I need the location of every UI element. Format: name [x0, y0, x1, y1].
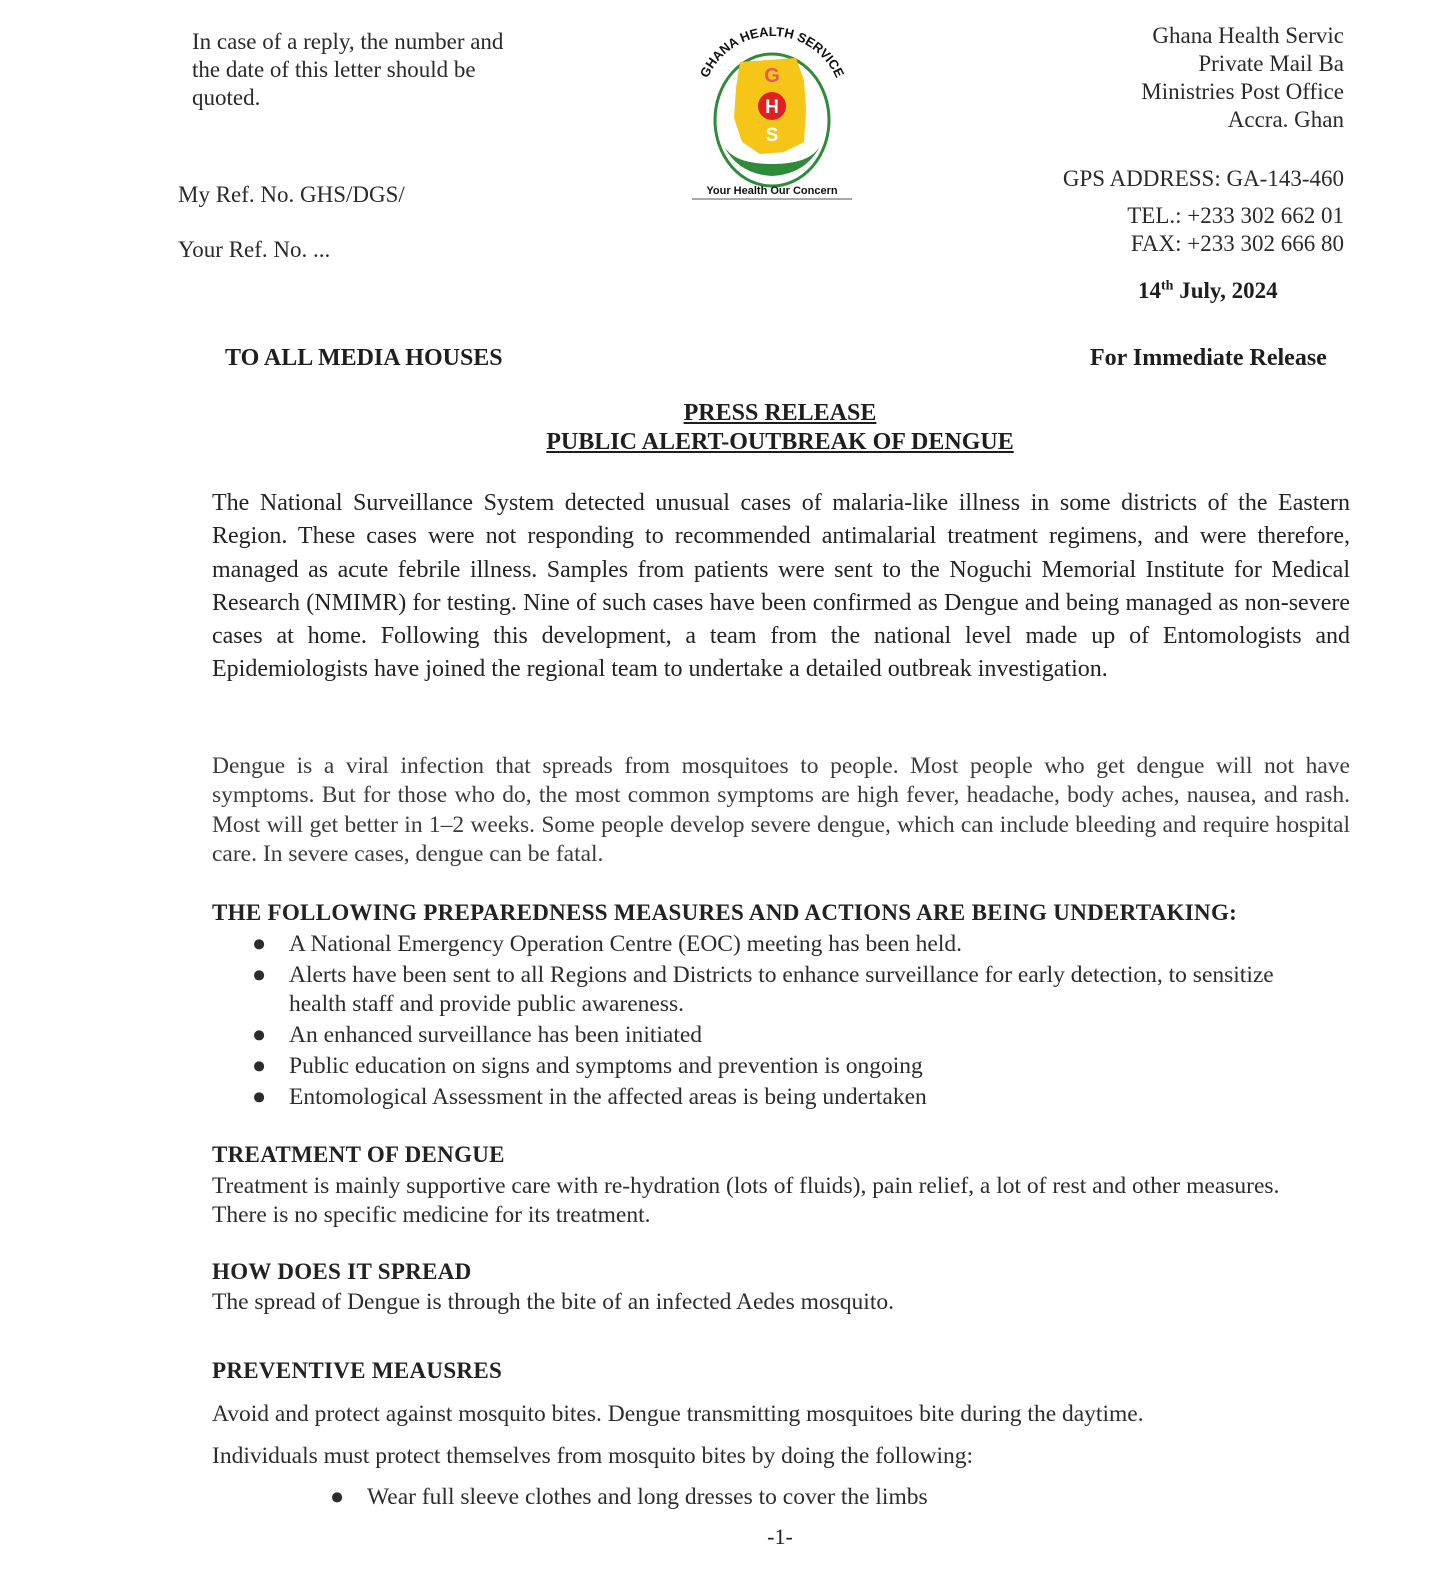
- recipients: TO ALL MEDIA HOUSES: [225, 345, 503, 371]
- release-type: For Immediate Release: [1090, 345, 1327, 371]
- letter-date: [1138, 278, 1278, 304]
- treatment-text: Treatment is mainly supportive care with re-hydration (lots of fluids), pain relief, a lot of rest and other measures. There is no specific medicine for its treatment.: [212, 1173, 1280, 1228]
- list-item-text: A National Emergency Operation Centre (EOC) meeting has been held.: [289, 931, 963, 957]
- logo-tagline: Your Health Our Concern: [706, 185, 838, 197]
- date-day: 14: [1138, 278, 1161, 303]
- reply-note: In case of a reply, the number and the date of this letter should be quoted.: [192, 29, 504, 110]
- list-item: [212, 1021, 1312, 1050]
- list-item: [212, 1083, 1312, 1112]
- spread-text: The spread of Dengue is through the bite of an infected Aedes mosquito.: [212, 1289, 894, 1315]
- prevention-text: Avoid and protect against mosquito bites. Dengue transmitting mosquitoes bite during the daytime.: [212, 1401, 1144, 1427]
- logo-letter-g: G: [764, 65, 780, 87]
- list-item-text: An enhanced surveillance has been initiated: [289, 1022, 703, 1048]
- list-item: [212, 961, 1312, 1019]
- alert-title: PUBLIC ALERT-OUTBREAK OF DENGUE: [546, 429, 1014, 455]
- ghs-logo-graphic: [688, 14, 856, 210]
- address-line: Accra. Ghan: [1227, 107, 1344, 132]
- list-item: [290, 1483, 1190, 1512]
- bullet-icon: ●: [252, 1053, 267, 1079]
- date-month-year: July, 2024: [1173, 278, 1278, 303]
- preparedness-list: [212, 930, 1312, 1114]
- press-release-title: PRESS RELEASE: [683, 400, 877, 426]
- prevention-instructions: Individuals must protect themselves from mosquito bites by doing the following:: [212, 1443, 974, 1469]
- bullet-icon: ●: [252, 931, 267, 957]
- list-item: [212, 930, 1312, 959]
- list-item-text: Alerts have been sent to all Regions and Districts to enhance surveillance for early detection, to sensitize health staff and provide public awareness.: [289, 962, 1274, 1017]
- list-item-text: Wear full sleeve clothes and long dresses to cover the limbs: [367, 1484, 928, 1510]
- spread-heading: HOW DOES IT SPREAD: [212, 1259, 472, 1284]
- bullet-icon: ●: [330, 1484, 345, 1510]
- address-line: Private Mail Ba: [1198, 51, 1344, 76]
- bullet-icon: ●: [252, 962, 267, 988]
- list-item-text: Public education on signs and symptoms and prevention is ongoing: [289, 1053, 923, 1079]
- address-line: Ghana Health Servic: [1152, 23, 1344, 48]
- bullet-icon: ●: [252, 1022, 267, 1048]
- your-reference: Your Ref. No. ...: [178, 237, 331, 262]
- logo-letter-s: S: [765, 125, 779, 146]
- ghs-logo: [688, 14, 856, 210]
- logo-letter-h: H: [765, 97, 779, 118]
- gps-address: GPS ADDRESS: GA-143-460: [1062, 166, 1344, 191]
- bullet-icon: ●: [252, 1084, 267, 1110]
- fax: FAX: +233 302 666 80: [1130, 231, 1344, 256]
- postal-address: [1044, 22, 1344, 134]
- logo-arc-text: GHANA HEALTH SERVICE: [696, 23, 848, 80]
- prevention-list: [290, 1483, 1190, 1512]
- preparedness-heading: THE FOLLOWING PREPAREDNESS MEASURES AND ACTIONS ARE BEING UNDERTAKING:: [212, 900, 1238, 925]
- prevention-heading: PREVENTIVE MEAUSRES: [212, 1358, 503, 1383]
- dengue-description-paragraph: Dengue is a viral infection that spreads from mosquitoes to people. Most people who get dengue will not have symptoms. But for those who do, the most common symptoms are high fever, headache, body aches, nausea, and rash. Most will get better in 1–2 weeks. Some people develop severe dengue, which can include bleeding and require hospital care. In severe cases, dengue can be fatal.: [212, 753, 1350, 867]
- treatment-heading: TREATMENT OF DENGUE: [212, 1142, 505, 1167]
- surveillance-paragraph: The National Surveillance System detected unusual cases of malaria-like illness in some districts of the Eastern Region. These cases were not responding to recommended antimalarial treatment regimens, and were therefore, managed as acute febrile illness. Samples from patients were sent to the Noguchi Memorial Institute for Medical Research (NMIMR) for testing. Nine of such cases have been confirmed as Dengue and being managed as non-severe cases at home. Following this development, a team from the national level made up of Entomologists and Epidemiologists have joined the regional team to undertake a detailed outbreak investigation.: [212, 490, 1350, 683]
- list-item-text: Entomological Assessment in the affected areas is being undertaken: [289, 1084, 927, 1110]
- my-reference: My Ref. No. GHS/DGS/: [178, 182, 405, 207]
- date-suffix: th: [1161, 278, 1174, 294]
- telephone: TEL.: +233 302 662 01: [1127, 203, 1344, 228]
- page-number: -1-: [767, 1524, 793, 1549]
- list-item: [212, 1052, 1312, 1081]
- address-line: Ministries Post Office: [1141, 79, 1344, 104]
